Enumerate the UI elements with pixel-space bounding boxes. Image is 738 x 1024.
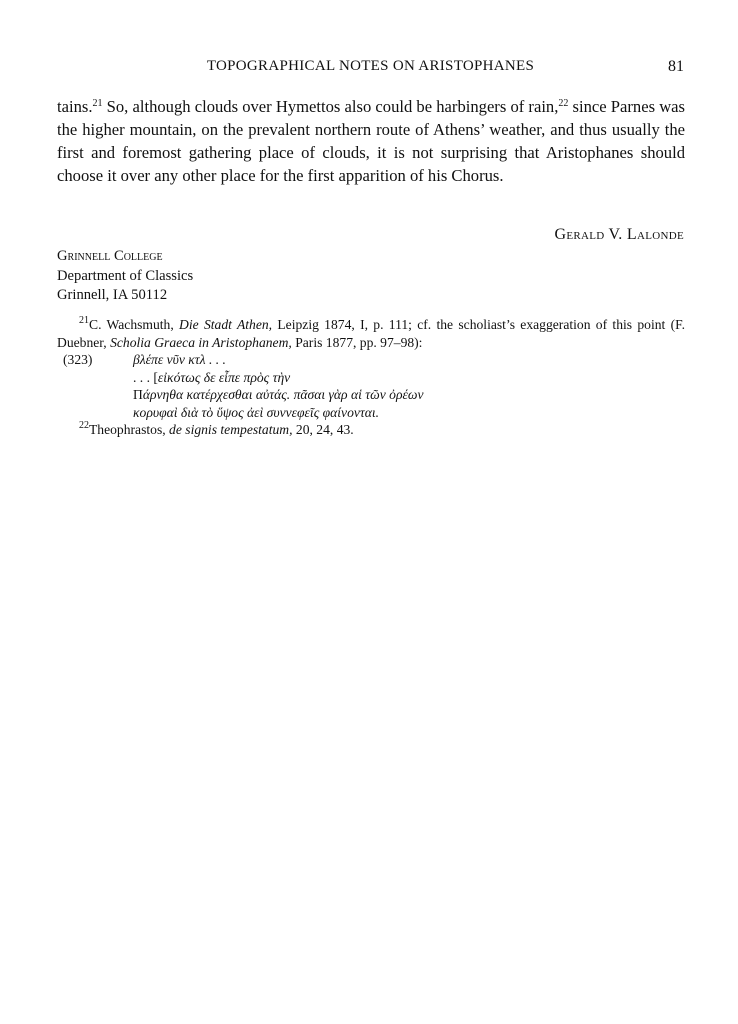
greek-scholion-quote [57, 351, 685, 421]
footnote-ref-21[interactable]: 21 [92, 98, 103, 109]
address: Grinnell, IA 50112 [57, 287, 168, 303]
running-title: TOPOGRAPHICAL NOTES ON ARISTOPHANES [206, 58, 535, 74]
greek-quote-lines [133, 351, 424, 421]
footnote-text: Leipzig 1874, I, p. 111; cf. the scholiast’s exaggeration of this point (F. Duebner, [57, 317, 685, 350]
footnote-21 [57, 316, 685, 351]
body-text-segment: So, although clouds over Hymettos also could be harbingers of rain, [102, 97, 559, 116]
footnote-ref-22[interactable]: 22 [558, 98, 569, 109]
cited-title: Scholia Graeca in Aristophanem, [110, 334, 292, 350]
footnote-22 [57, 421, 685, 439]
department: Department of Classics [57, 267, 194, 284]
greek-line-lead: . . . [ [133, 369, 158, 385]
line-number: (323) [63, 352, 93, 367]
footnote-marker-22: 22 [79, 420, 89, 431]
footnote-text: C. Wachsmuth, [89, 317, 180, 332]
body-paragraph [57, 95, 685, 187]
institution: Grinnell College [57, 248, 163, 264]
footnote-text: Theophrastos, [89, 422, 170, 437]
greek-line [133, 386, 424, 404]
greek-line-lead: Π [133, 387, 143, 402]
footnotes [57, 316, 685, 439]
page-header [57, 58, 684, 78]
cited-title: de signis tempestatum, [169, 422, 293, 437]
footnote-marker-21: 21 [79, 315, 89, 326]
greek-line [133, 369, 424, 387]
greek-line-text: άρνηθα κατέρχεσθαι αὐτάς. πᾶσαι γὰρ αἱ τῶν ὀρέων [142, 387, 424, 402]
greek-line: κορυφαὶ διὰ τὸ ὕψος ἀεὶ συννεφεῖς φαίνονται. [133, 404, 380, 420]
footnote-text: 20, 24, 43. [292, 422, 354, 437]
body-text-segment: since Parnes was the higher mountain, on the prevalent northern route of Athens’ weather, and thus usually the first and foremost gathering place of clouds, it is not surprising that Aristophanes should choose it over any other place for the first apparition of his Chorus. [57, 97, 686, 185]
cited-title: Die Stadt Athen, [179, 317, 273, 332]
footnote-text: Paris 1877, pp. 97–98): [291, 334, 423, 350]
greek-line: βλέπε νῦν κτλ . . . [133, 352, 226, 367]
greek-line-text: εἰκότως δε εἶπε πρὸς τὴν [157, 369, 291, 385]
author-signature: Gerald V. Lalonde [554, 226, 684, 243]
page-number: 81 [668, 58, 684, 75]
author-affiliation [57, 247, 193, 306]
body-text-segment: tains. [57, 97, 93, 116]
